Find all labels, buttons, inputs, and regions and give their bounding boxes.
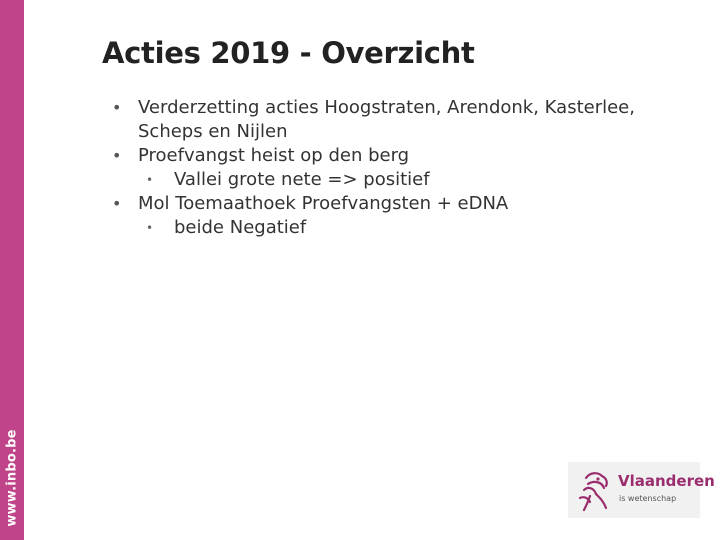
bullet-item: • Verderzetting acties Hoogstraten, Arendonk, Kasterlee, Scheps en Nijlen: [110, 96, 700, 144]
sub-bullet-item: • Vallei grote nete => positief: [110, 168, 700, 192]
logo-tagline: is wetenschap: [619, 494, 677, 503]
sidebar-bar: [0, 0, 24, 540]
sidebar-url: www.inbo.be: [4, 429, 20, 527]
slide-title: Acties 2019 - Overzicht: [102, 36, 475, 70]
bullet-list: [110, 96, 700, 240]
vlaanderen-logo: [568, 462, 715, 518]
bullet-item: • Mol Toemaathoek Proefvangsten + eDNA: [110, 192, 700, 216]
logo-name: Vlaanderen: [618, 472, 715, 490]
lion-icon: [576, 468, 614, 512]
bullet-item: • Proefvangst heist op den berg: [110, 144, 700, 168]
sub-bullet-item: • beide Negatief: [110, 216, 700, 240]
